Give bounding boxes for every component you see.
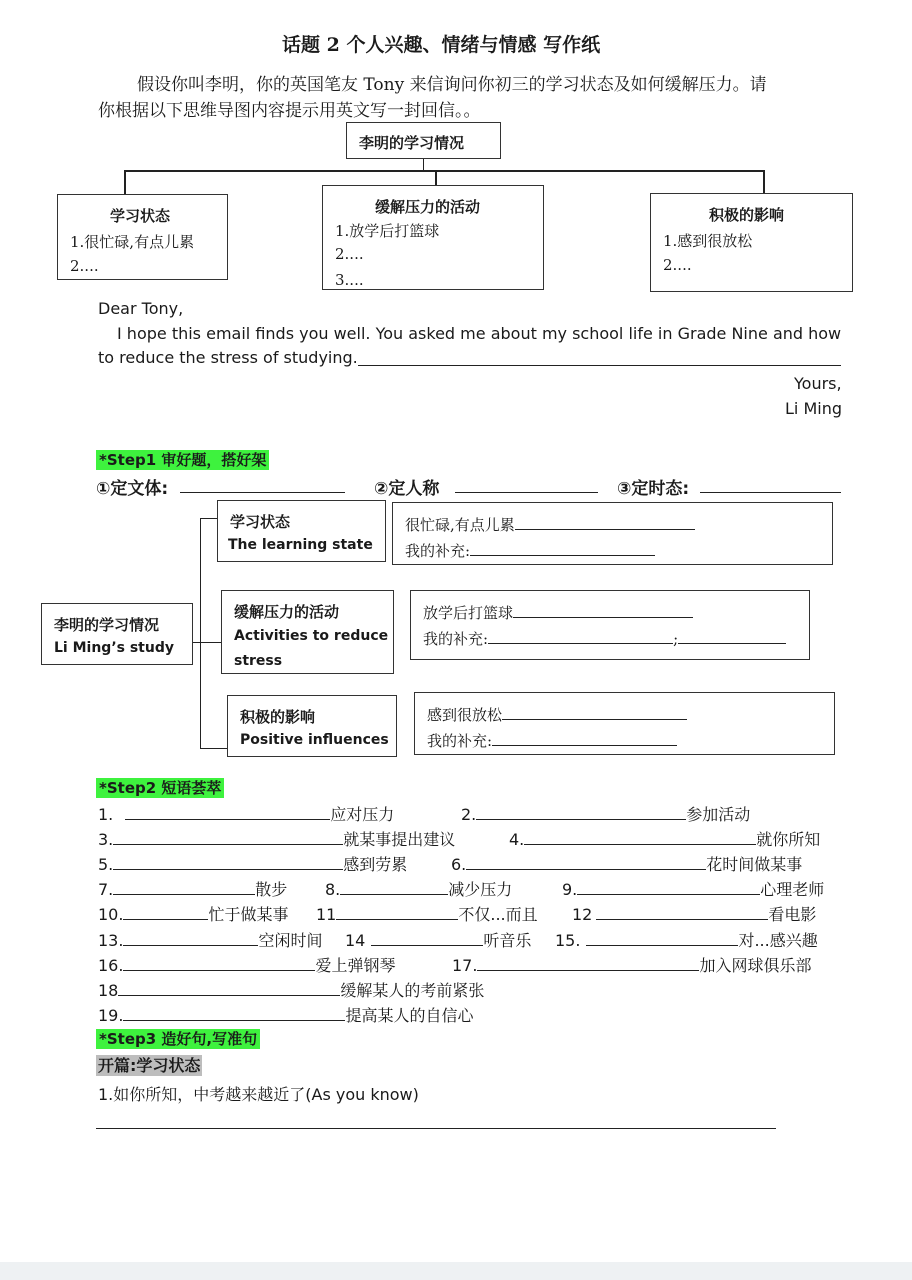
phrase-text: 就你所知 <box>756 830 821 849</box>
phrase-blank[interactable] <box>524 828 756 845</box>
page-footer-shade <box>0 1262 912 1280</box>
tree-answer-label: 我的补充: <box>423 630 489 648</box>
tree-branch-en: stress <box>234 653 283 669</box>
phrase-text: 缓解某人的考前紧张 <box>340 981 485 1000</box>
phrase-blank[interactable] <box>113 878 255 895</box>
mindmap-branch-box-2 <box>322 185 544 290</box>
phrase-text: 参加活动 <box>686 805 751 824</box>
phrase-number: 3. <box>98 830 114 849</box>
phrase-text: 就某事提出建议 <box>343 830 456 849</box>
connector-line <box>124 170 126 194</box>
mindmap-branch-item: 1.感到很放松 <box>663 232 753 250</box>
tree-answer-separator: ; <box>673 630 679 648</box>
mindmap-branch-item: 2.... <box>70 257 99 275</box>
phrase-text: 心理老师 <box>760 880 825 899</box>
phrase-number: 17. <box>452 956 478 975</box>
phrase-number: 14 <box>345 931 366 950</box>
step1-heading: *Step1 审好题，搭好架 <box>96 450 269 470</box>
tree-root-en: Li Ming’s study <box>54 640 174 656</box>
mindmap-branch-title: 积极的影响 <box>709 206 785 224</box>
phrase-number: 10. <box>98 905 124 924</box>
phrase-blank[interactable] <box>586 929 738 946</box>
tree-answer-text: 很忙碌,有点儿累 <box>405 516 515 534</box>
tree-answer-text: 放学后打篮球 <box>423 604 514 622</box>
mindmap-branch-item: 2.... <box>663 256 692 274</box>
answer-blank[interactable] <box>502 703 687 720</box>
tree-root-cn: 李明的学习情况 <box>54 616 160 634</box>
answer-blank[interactable] <box>515 513 695 530</box>
phrase-text: 看电影 <box>768 905 817 924</box>
phrase-text: 减少压力 <box>448 880 513 899</box>
phrase-text: 花时间做某事 <box>706 855 803 874</box>
field-tense-label: ③定时态: <box>617 479 690 499</box>
phrase-blank[interactable] <box>371 929 483 946</box>
phrase-text: 加入网球俱乐部 <box>699 956 812 975</box>
phrase-number: 18 <box>98 981 119 1000</box>
connector-line <box>200 518 217 519</box>
connector-line <box>124 170 765 172</box>
phrase-blank[interactable] <box>123 929 258 946</box>
mindmap-root-box <box>346 122 501 159</box>
answer-blank[interactable] <box>678 627 786 644</box>
phrase-blank[interactable] <box>113 853 343 870</box>
tree-answer-text: 感到很放松 <box>427 706 503 724</box>
intro-line-2: 你根据以下思维导图内容提示用英文写一封回信。。 <box>98 101 481 121</box>
mindmap-branch-title: 学习状态 <box>110 207 171 225</box>
tree-answer-box-2 <box>410 590 810 660</box>
phrase-text: 听音乐 <box>483 931 532 950</box>
phrase-number: 19. <box>98 1006 124 1025</box>
letter-line-1: I hope this email finds you well. You asked me about my school life in Grade Nine and how <box>117 324 842 343</box>
connector-line <box>763 170 765 193</box>
phrase-text: 不仅...而且 <box>458 905 538 924</box>
answer-blank[interactable] <box>488 627 673 644</box>
tree-branch-box-3 <box>227 695 397 757</box>
answer-blank[interactable] <box>513 601 693 618</box>
step3-subheading: 开篇:学习状态 <box>98 1056 201 1075</box>
tree-branch-en: Positive influences <box>240 732 389 748</box>
tree-branch-cn: 积极的影响 <box>240 708 316 726</box>
phrase-text: 应对压力 <box>330 805 395 824</box>
phrase-number: 9. <box>562 880 578 899</box>
field-person-blank[interactable] <box>455 492 598 493</box>
letter-closing: Yours, <box>794 374 842 393</box>
field-genre-blank[interactable] <box>180 492 345 493</box>
letter-signature: Li Ming <box>785 399 842 418</box>
phrase-number: 2. <box>461 805 477 824</box>
tree-branch-cn: 学习状态 <box>230 513 291 531</box>
phrase-blank[interactable] <box>123 954 315 971</box>
page-title: 话题 2 个人兴趣、情绪与情感 写作纸 <box>282 34 601 56</box>
tree-root-box <box>41 603 193 665</box>
phrase-blank[interactable] <box>123 1004 345 1021</box>
phrase-blank[interactable] <box>336 903 458 920</box>
field-tense-blank[interactable] <box>700 492 841 493</box>
phrase-blank[interactable] <box>123 903 208 920</box>
step3-sentence-1: 1.如你所知，中考越来越近了(As you know) <box>98 1085 419 1104</box>
phrase-text: 爱上弹钢琴 <box>315 956 396 975</box>
phrase-number: 1. <box>98 805 114 824</box>
phrase-text: 散步 <box>255 880 288 899</box>
phrase-text: 感到劳累 <box>343 855 408 874</box>
phrase-text: 提高某人的自信心 <box>345 1006 474 1025</box>
connector-line <box>435 170 437 185</box>
tree-branch-box-1 <box>217 500 386 562</box>
answer-blank[interactable] <box>358 365 841 366</box>
tree-branch-cn: 缓解压力的活动 <box>234 603 340 621</box>
answer-line[interactable] <box>96 1128 776 1129</box>
tree-answer-box-3 <box>414 692 835 755</box>
phrase-number: 6. <box>451 855 467 874</box>
answer-blank[interactable] <box>470 539 655 556</box>
phrase-blank[interactable] <box>596 903 768 920</box>
phrase-number: 4. <box>509 830 525 849</box>
tree-branch-en: Activities to reduce <box>234 628 389 644</box>
mindmap-branch-item: 3.... <box>335 271 364 289</box>
phrase-blank[interactable] <box>113 828 343 845</box>
field-person-label: ②定人称 <box>374 479 440 499</box>
phrase-text: 对...感兴趣 <box>738 931 818 950</box>
phrase-number: 5. <box>98 855 114 874</box>
connector-line <box>193 642 223 643</box>
phrase-blank[interactable] <box>118 979 340 996</box>
phrase-blank[interactable] <box>477 954 699 971</box>
intro-line-1: 假设你叫李明，你的英国笔友 Tony 来信询问你初三的学习状态及如何缓解压力。请 <box>137 75 767 95</box>
tree-branch-box-2 <box>221 590 394 674</box>
phrase-text: 空闲时间 <box>258 931 323 950</box>
mindmap-branch-item: 1.很忙碌,有点儿累 <box>70 233 195 251</box>
mindmap-root-label: 李明的学习情况 <box>359 134 465 152</box>
connector-line <box>200 518 201 749</box>
tree-answer-label: 我的补充: <box>405 542 471 560</box>
phrase-blank[interactable] <box>577 878 760 895</box>
phrase-number: 12 <box>572 905 593 924</box>
tree-answer-label: 我的补充: <box>427 732 493 750</box>
phrase-blank[interactable] <box>476 803 686 820</box>
connector-line <box>200 748 227 749</box>
step2-heading: *Step2 短语荟萃 <box>96 778 224 798</box>
step3-heading: *Step3 造好句,写准句 <box>96 1029 260 1049</box>
phrase-text: 忙于做某事 <box>208 905 289 924</box>
tree-answer-box-1 <box>392 502 833 565</box>
phrase-number: 13. <box>98 931 124 950</box>
phrase-blank[interactable] <box>466 853 706 870</box>
mindmap-branch-box-1 <box>57 194 228 280</box>
phrase-number: 8. <box>325 880 341 899</box>
mindmap-branch-item: 1.放学后打篮球 <box>335 222 440 240</box>
phrase-blank[interactable] <box>125 803 330 820</box>
letter-line-2: to reduce the stress of studying. <box>98 348 358 367</box>
mindmap-branch-title: 缓解压力的活动 <box>375 198 481 216</box>
mindmap-branch-item: 2.... <box>335 245 364 263</box>
tree-branch-en: The learning state <box>228 537 373 553</box>
answer-blank[interactable] <box>492 729 677 746</box>
field-genre-label: ①定文体: <box>96 479 169 499</box>
phrase-number: 15. <box>555 931 581 950</box>
letter-greeting: Dear Tony, <box>98 299 184 318</box>
phrase-number: 11 <box>316 905 337 924</box>
mindmap-branch-box-3 <box>650 193 853 292</box>
phrase-blank[interactable] <box>340 878 448 895</box>
phrase-number: 7. <box>98 880 114 899</box>
phrase-number: 16. <box>98 956 124 975</box>
